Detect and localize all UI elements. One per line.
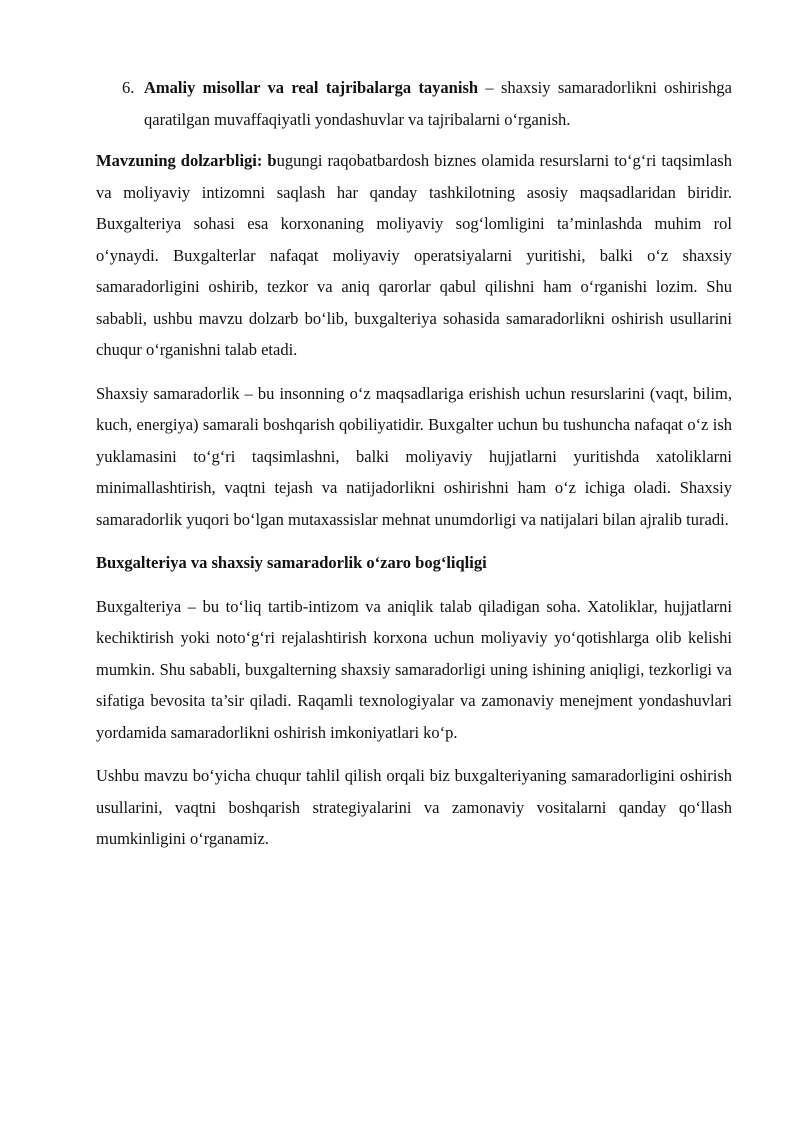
list-item-bold-lead: Amaliy misollar va real tajribalarga tayanish: [144, 78, 479, 97]
list-item-body: – shaxsiy samaradorlikni oshirishga qaratilgan muvaffaqiyatli yondashuvlar va tajribalarni o‘rganish.: [144, 78, 732, 129]
list-item-text: [144, 72, 732, 135]
list-item: [122, 72, 732, 135]
section-heading: Buxgalteriya va shaxsiy samaradorlik o‘zaro bog‘liqligi: [96, 553, 487, 572]
document-page: [96, 72, 732, 867]
relevance-paragraph: [96, 145, 732, 366]
relevance-text: ugungi raqobatbardosh biznes olamida resurslarni to‘g‘ri taqsimlash va moliyaviy intizomni saqlash har qanday tashkilotning asosiy maqsadlaridan biridir. Buxgalteriya sohasi esa korxonaning moliyaviy sog‘lomligini ta’minlashda muhim rol o‘ynaydi. Buxgalterlar nafaqat moliyaviy operatsiyalarni yuritishi, balki o‘z shaxsiy samaradorligini oshirib, tezkor va aniq qarorlar qabul qilishni ham o‘rganishi lozim. Shu sababli, ushbu mavzu dolzarb bo‘lib, buxgalteriya sohasida samaradorlikni oshirish usullarini chuqur o‘rganishni talab etadi.: [96, 151, 732, 359]
list-number: 6.: [122, 78, 135, 97]
paragraph-personal-efficiency: Shaxsiy samaradorlik – bu insonning o‘z maqsadlariga erishish uchun resurslarini (vaqt, bilim, kuch, energiya) samarali boshqarish qobiliyatidir. Buxgalter uchun bu tushuncha nafaqat o‘z ish yuklamasini to‘g‘ri taqsimlashni, balki moliyaviy hujjatlarni yuritishda xatoliklarni minimallashtirish, vaqtni tejash va natijadorlikni oshirishni ham o‘z ichiga oladi. Shaxsiy samaradorlik yuqori bo‘lgan mutaxassislar mehnat unumdorligi va natijalari bilan ajralib turadi.: [96, 383, 732, 529]
relevance-label: Mavzuning dolzarbligi: b: [96, 151, 277, 170]
paragraph-conclusion: Ushbu mavzu bo‘yicha chuqur tahlil qilish orqali biz buxgalteriyaning samaradorligini oshirish usullarini, vaqtni boshqarish strategiyalarini va zamonaviy vositalarni qanday qo‘llash mumkinligini o‘rganamiz.: [96, 766, 732, 848]
paragraph-accounting: Buxgalteriya – bu to‘liq tartib-intizom va aniqlik talab qiladigan soha. Xatoliklar, hujjatlarni kechiktirish yoki noto‘g‘ri rejalashtirish korxona uchun moliyaviy yo‘qotishlarga olib kelishi mumkin. Shu sababli, buxgalterning shaxsiy samaradorligi uning ishining aniqligi, tezkorligi va sifatiga bevosita ta’sir qiladi. Raqamli texnologiyalar va zamonaviy menejment yondashuvlari yordamida samaradorlikni oshirish imkoniyatlari ko‘p.: [96, 596, 732, 742]
